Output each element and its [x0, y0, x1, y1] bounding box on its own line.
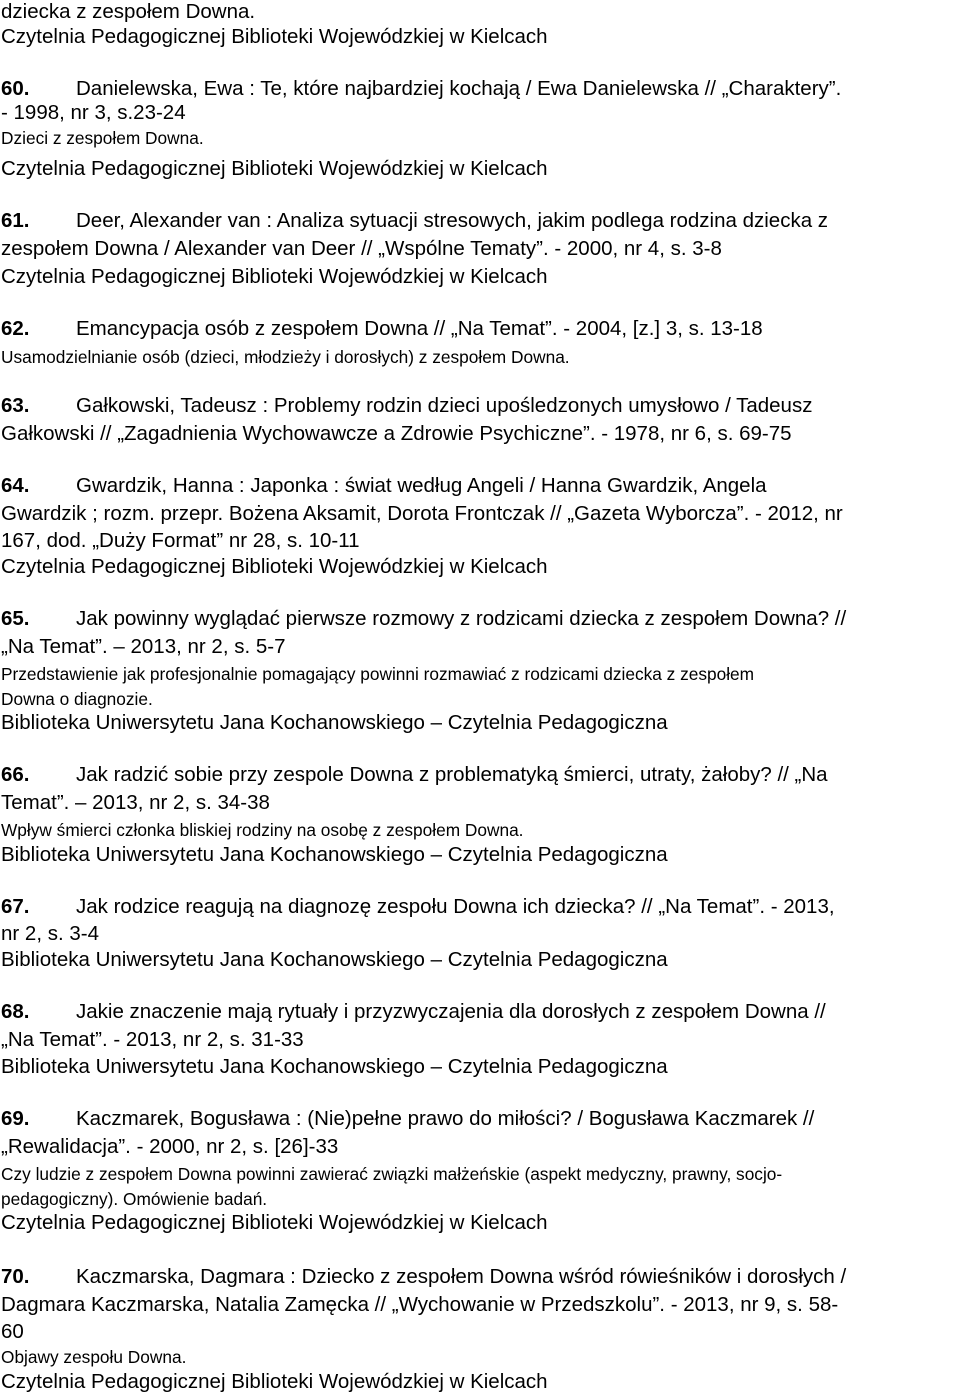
text-line: [1, 635, 285, 659]
text-line: [1, 1211, 548, 1235]
line-text: dziecka z zespołem Downa.: [1, 0, 256, 23]
line-text: Biblioteka Uniwersytetu Jana Kochanowskiego – Czytelnia Pedagogiczna: [1, 843, 668, 866]
entry-number: 65.: [1, 607, 30, 630]
entry-number: 70.: [1, 1265, 30, 1288]
entry-number: 64.: [1, 474, 30, 497]
entry-number: 62.: [1, 317, 30, 340]
line-text: nr 2, s. 3-4: [1, 922, 99, 945]
line-text: Downa o diagnozie.: [1, 689, 153, 709]
entry-heading-line: [1, 209, 828, 233]
line-text: Jak radzić sobie przy zespole Downa z problematyką śmierci, utraty, żałoby? // „Na: [76, 763, 828, 786]
text-line: [1, 502, 843, 526]
line-text: Czy ludzie z zespołem Downa powinni zawierać związki małżeńskie (aspekt medyczny, prawny, socjo-: [1, 1164, 783, 1184]
line-text: Dagmara Kaczmarska, Natalia Zamęcka // „Wychowanie w Przedszkolu”. - 2013, nr 9, s. 58-: [1, 1293, 839, 1316]
text-line: [1, 0, 255, 24]
text-line: [1, 157, 548, 181]
line-text: Przedstawienie jak profesjonalnie pomagający powinni rozmawiać z rodzicami dziecka z zespołem: [1, 664, 755, 684]
text-line: [1, 1320, 24, 1344]
line-text: Jak powinny wyglądać pierwsze rozmowy z rodzicami dziecka z zespołem Downa? //: [76, 607, 847, 630]
text-line: [1, 1370, 548, 1394]
entry-annotation-line: [1, 1187, 267, 1211]
line-text: Czytelnia Pedagogicznej Biblioteki Wojewódzkiej w Kielcach: [1, 25, 548, 48]
entry-number: 67.: [1, 895, 30, 918]
text-line: [1, 843, 668, 867]
entry-heading-line: [1, 1000, 826, 1024]
entry-heading-line: [1, 895, 835, 919]
text-line: [1, 1293, 838, 1317]
line-text: Danielewska, Ewa : Te, które najbardziej kochają / Ewa Danielewska // „Charaktery”.: [76, 77, 842, 100]
text-line: [1, 422, 792, 446]
line-text: Czytelnia Pedagogicznej Biblioteki Wojewódzkiej w Kielcach: [1, 1370, 548, 1393]
entry-heading-line: [1, 1107, 814, 1131]
entry-annotation-line: [1, 662, 754, 686]
entry-heading-line: [1, 77, 841, 101]
line-text: Usamodzielnianie osób (dzieci, młodzieży i dorosłych) z zespołem Downa.: [1, 347, 570, 367]
entry-heading-line: [1, 474, 767, 498]
entry-number: 63.: [1, 394, 30, 417]
line-text: Jak rodzice reagują na diagnozę zespołu Downa ich dziecka? // „Na Temat”. - 2013,: [76, 895, 835, 918]
line-text: Jakie znaczenie mają rytuały i przyzwyczajenia dla dorosłych z zespołem Downa //: [76, 1000, 826, 1023]
entry-heading-line: [1, 763, 828, 787]
entry-heading-line: [1, 607, 846, 631]
line-text: Czytelnia Pedagogicznej Biblioteki Wojewódzkiej w Kielcach: [1, 1211, 548, 1234]
text-line: [1, 265, 548, 289]
line-text: Kaczmarek, Bogusława : (Nie)pełne prawo do miłości? / Bogusława Kaczmarek //: [76, 1107, 815, 1130]
entry-annotation-line: [1, 345, 570, 369]
text-line: [1, 555, 548, 579]
line-text: Wpływ śmierci członka bliskiej rodziny na osobę z zespołem Downa.: [1, 820, 524, 840]
line-text: - 1998, nr 3, s.23-24: [1, 101, 186, 124]
line-text: Czytelnia Pedagogicznej Biblioteki Wojewódzkiej w Kielcach: [1, 157, 548, 180]
line-text: Dzieci z zespołem Downa.: [1, 128, 204, 148]
entry-heading-line: [1, 394, 812, 418]
entry-heading-line: [1, 1265, 846, 1289]
text-line: [1, 922, 99, 946]
line-text: Temat”. – 2013, nr 2, s. 34-38: [1, 791, 270, 814]
line-text: Biblioteka Uniwersytetu Jana Kochanowskiego – Czytelnia Pedagogiczna: [1, 1055, 668, 1078]
line-text: Czytelnia Pedagogicznej Biblioteki Wojewódzkiej w Kielcach: [1, 265, 548, 288]
entry-annotation-line: [1, 687, 153, 711]
text-line: [1, 791, 270, 815]
text-line: [1, 948, 668, 972]
line-text: „Na Temat”. – 2013, nr 2, s. 5-7: [1, 635, 286, 658]
line-text: 167, dod. „Duży Format” nr 28, s. 10-11: [1, 529, 360, 552]
line-text: Biblioteka Uniwersytetu Jana Kochanowskiego – Czytelnia Pedagogiczna: [1, 948, 668, 971]
text-line: [1, 711, 668, 735]
line-text: Gwardzik ; rozm. przepr. Bożena Aksamit, Dorota Frontczak // „Gazeta Wyborcza”. - 2012, nr: [1, 502, 843, 525]
entry-annotation-line: [1, 126, 204, 150]
line-text: zespołem Downa / Alexander van Deer // „Wspólne Tematy”. - 2000, nr 4, s. 3-8: [1, 237, 722, 260]
line-text: Emancypacja osób z zespołem Downa // „Na Temat”. - 2004, [z.] 3, s. 13-18: [76, 317, 763, 340]
text-line: [1, 1135, 338, 1159]
line-text: Gałkowski, Tadeusz : Problemy rodzin dzieci upośledzonych umysłowo / Tadeusz: [76, 394, 813, 417]
entry-number: 61.: [1, 209, 30, 232]
text-line: [1, 101, 186, 125]
text-line: [1, 529, 360, 553]
line-text: 60: [1, 1320, 24, 1343]
entry-heading-line: [1, 317, 763, 341]
line-text: Gałkowski // „Zagadnienia Wychowawcze a Zdrowie Psychiczne”. - 1978, nr 6, s. 69-75: [1, 422, 792, 445]
entry-annotation-line: [1, 1162, 782, 1186]
entry-number: 60.: [1, 77, 30, 100]
entry-number: 69.: [1, 1107, 30, 1130]
entry-annotation-line: [1, 1345, 186, 1369]
text-line: [1, 1055, 668, 1079]
line-text: Gwardzik, Hanna : Japonka : świat według Angeli / Hanna Gwardzik, Angela: [76, 474, 767, 497]
line-text: pedagogiczny). Omówienie badań.: [1, 1189, 268, 1209]
entry-number: 66.: [1, 763, 30, 786]
entry-annotation-line: [1, 818, 523, 842]
line-text: Biblioteka Uniwersytetu Jana Kochanowskiego – Czytelnia Pedagogiczna: [1, 711, 668, 734]
text-line: [1, 25, 548, 49]
text-line: [1, 1028, 304, 1052]
line-text: „Rewalidacja”. - 2000, nr 2, s. [26]-33: [1, 1135, 339, 1158]
line-text: Kaczmarska, Dagmara : Dziecko z zespołem Downa wśród rówieśników i dorosłych /: [76, 1265, 847, 1288]
text-line: [1, 237, 722, 261]
line-text: Czytelnia Pedagogicznej Biblioteki Wojewódzkiej w Kielcach: [1, 555, 548, 578]
line-text: „Na Temat”. - 2013, nr 2, s. 31-33: [1, 1028, 304, 1051]
line-text: Objawy zespołu Downa.: [1, 1347, 187, 1367]
entry-number: 68.: [1, 1000, 30, 1023]
line-text: Deer, Alexander van : Analiza sytuacji stresowych, jakim podlega rodzina dziecka z: [76, 209, 829, 232]
